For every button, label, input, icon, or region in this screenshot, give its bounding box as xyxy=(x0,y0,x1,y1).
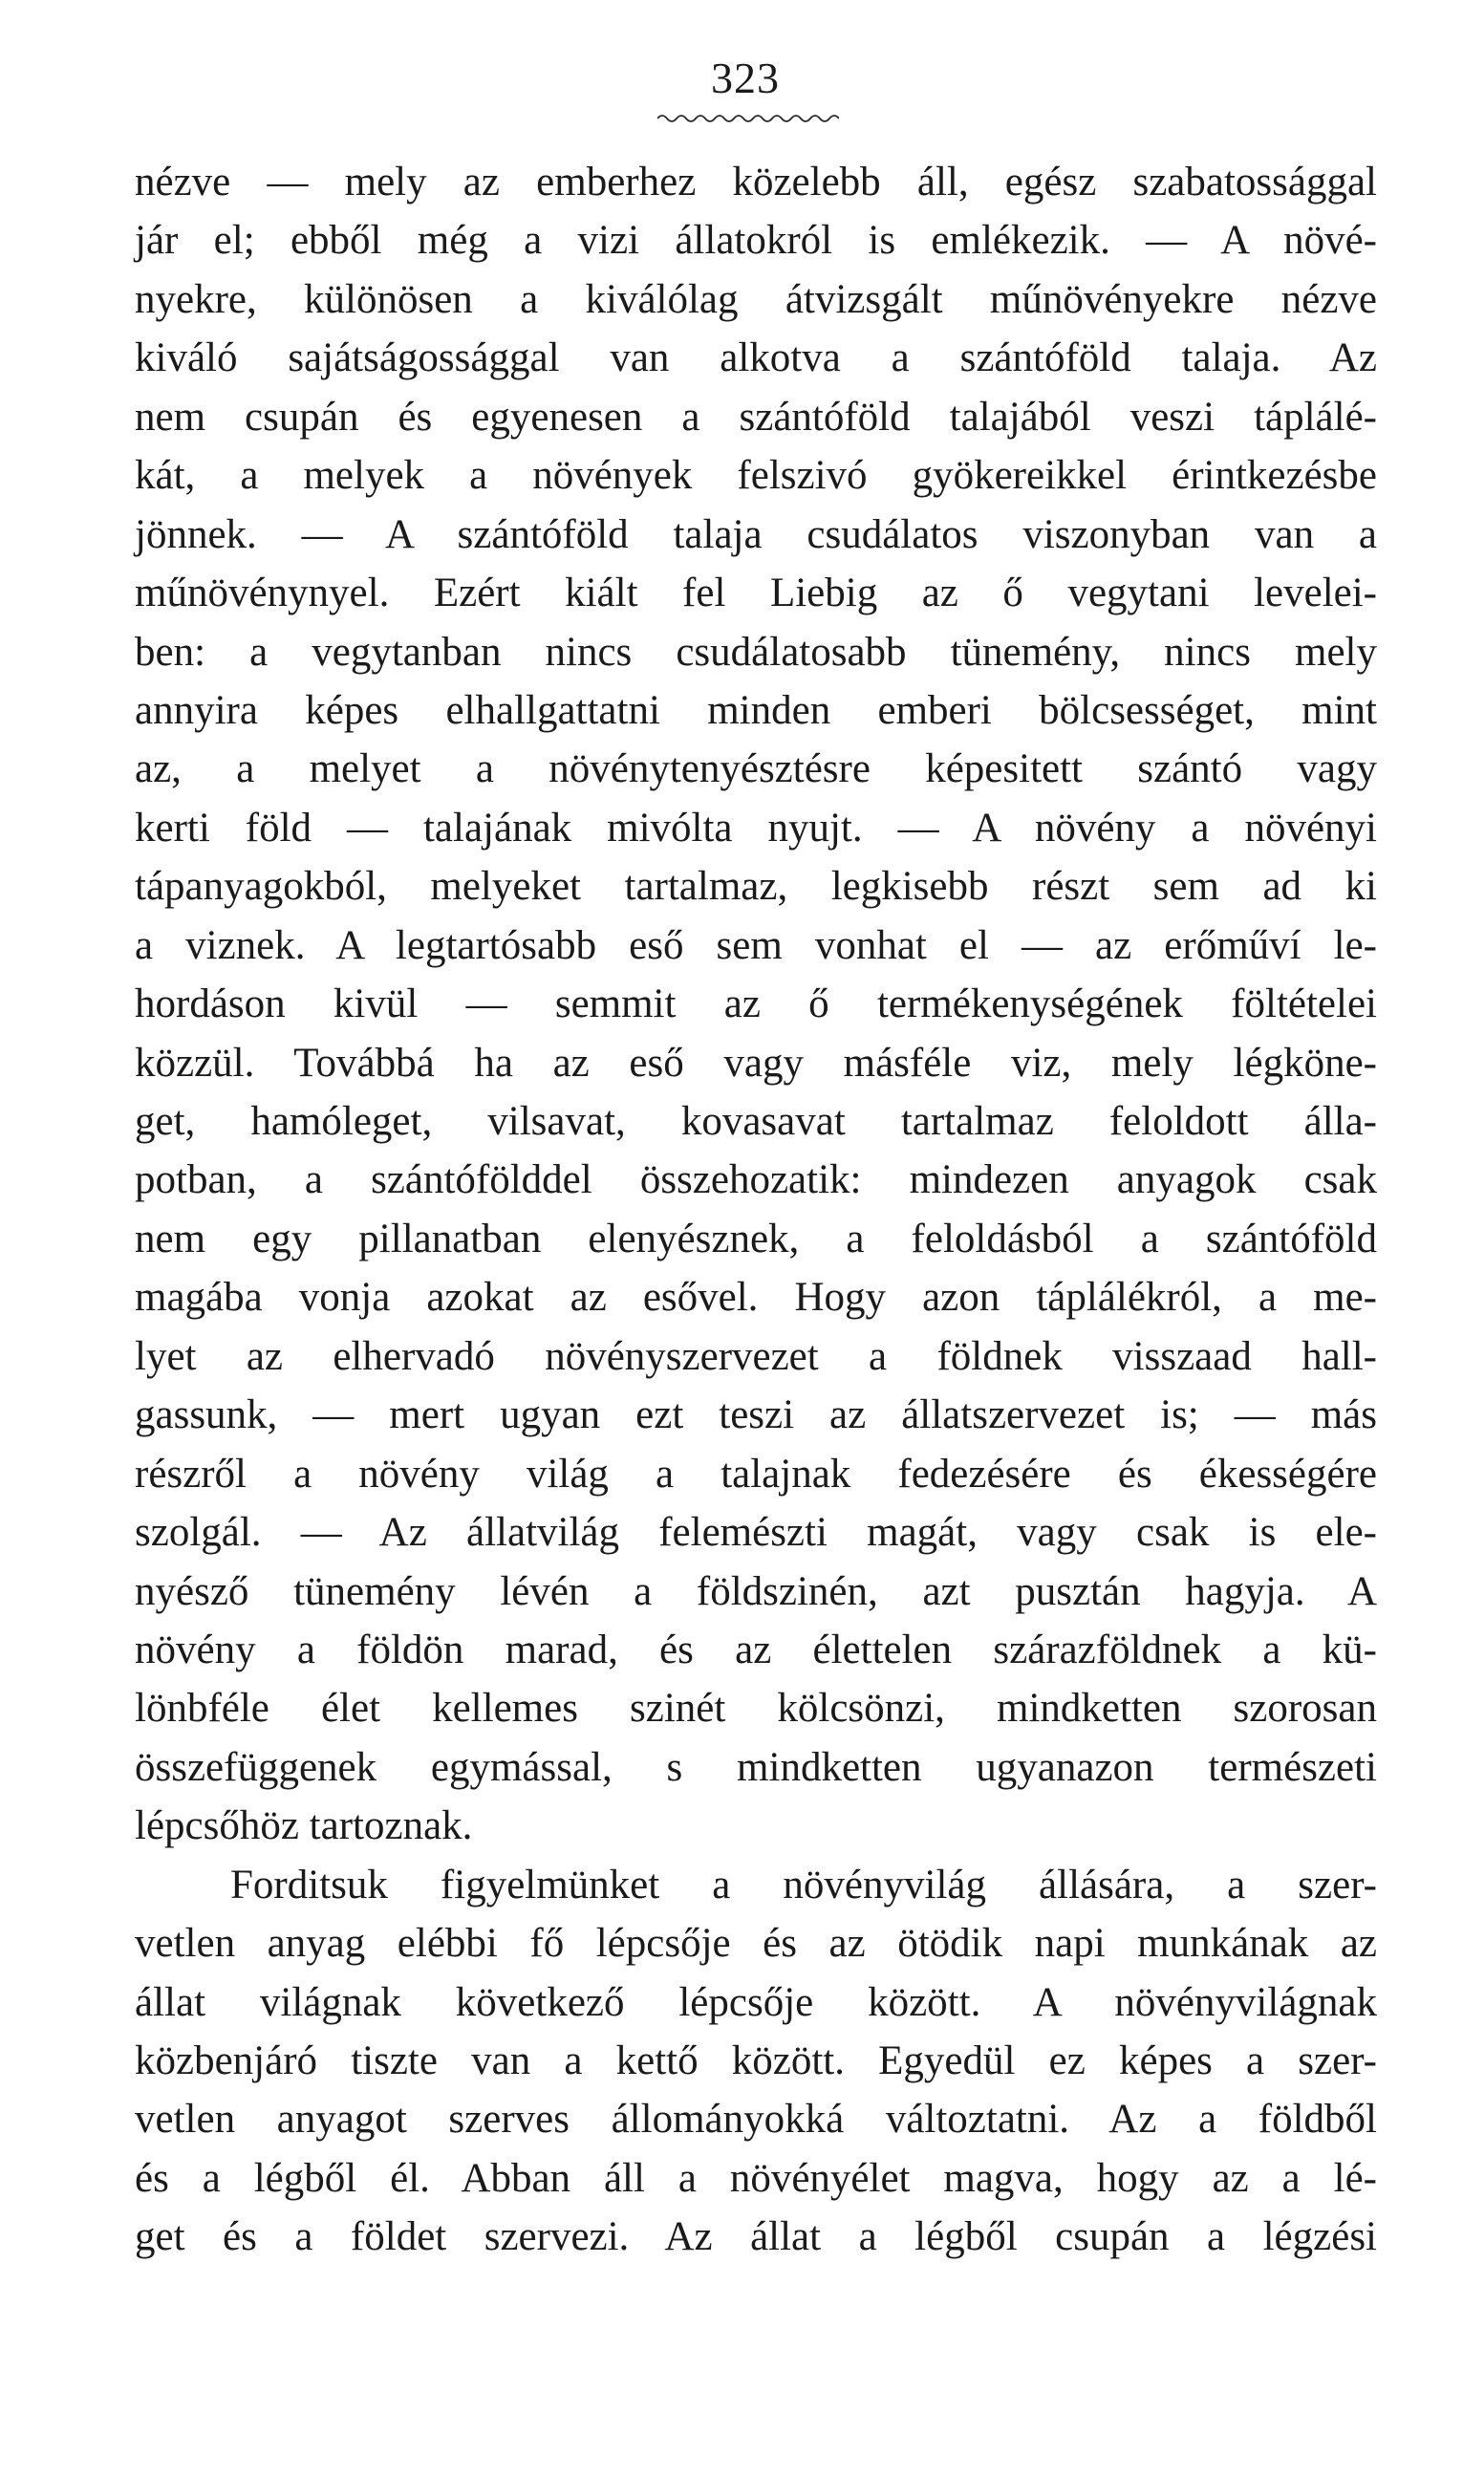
text-line: szolgál. — Az állatvilág felemészti magát, vagy csak is ele- xyxy=(135,1510,1377,1556)
text-line: nem egy pillanatban elenyésznek, a feloldásból a szántóföld xyxy=(135,1216,1377,1261)
text-line: és a légből él. Abban áll a növényélet magva, hogy az a lé- xyxy=(135,2155,1377,2201)
wavy-ornament-icon xyxy=(657,111,839,126)
text-line: magába vonja azokat az esővel. Hogy azon táplálékról, a me- xyxy=(135,1275,1377,1321)
text-line: vetlen anyag elébbi fő lépcsője és az ötödik napi munkának az xyxy=(135,1921,1377,1967)
text-line: kát, a melyek a növények felszivó gyökereikkel érintkezésbe xyxy=(135,453,1377,499)
text-line: jár el; ebből még a vizi állatokról is emlékezik. — A növé- xyxy=(135,218,1377,264)
text-line: az, a melyet a növénytenyésztésre képesitett szántó vagy xyxy=(135,746,1377,792)
text-line: állat világnak következő lépcsője között. A növényvilágnak xyxy=(135,1979,1377,2025)
text-line: lönbféle élet kellemes szinét kölcsönzi, mindketten szorosan xyxy=(135,1686,1377,1732)
text-line: gassunk, — mert ugyan ezt teszi az állatszervezet is; — más xyxy=(135,1392,1377,1438)
text-line: közzül. Továbbá ha az eső vagy másféle viz, mely légköne- xyxy=(135,1040,1377,1086)
page-number: 323 xyxy=(711,54,780,102)
text-line: közbenjáró tiszte van a kettő között. Egyedül ez képes a szer- xyxy=(135,2038,1377,2083)
text-line: nézve — mely az emberhez közelebb áll, egész szabatossággal xyxy=(135,160,1377,205)
text-line: vetlen anyagot szerves állományokká változtatni. Az a földből xyxy=(135,2097,1377,2143)
text-line: nyésző tünemény lévén a földszinén, azt pusztán hagyja. A xyxy=(135,1568,1377,1614)
text-line: get, hamóleget, vilsavat, kovasavat tartalmaz feloldott álla- xyxy=(135,1099,1377,1144)
text-line: jönnek. — A szántóföld talaja csudálatos viszonyban van a xyxy=(135,511,1377,557)
text-line: növény a földön marad, és az élettelen szárazföldnek a kü- xyxy=(135,1627,1377,1672)
text-line: annyira képes elhallgattatni minden emberi bölcsességet, mint xyxy=(135,687,1377,733)
text-line: nem csupán és egyenesen a szántóföld talajából veszi táplálé- xyxy=(135,394,1377,440)
text-line: get és a földet szervezi. Az állat a légből csupán a légzési xyxy=(135,2214,1377,2260)
text-line: hordáson kivül — semmit az ő termékenységének föltételei xyxy=(135,981,1377,1027)
text-line: tápanyagokból, melyeket tartalmaz, legkisebb részt sem ad ki xyxy=(135,864,1377,910)
body-text xyxy=(135,153,1377,2267)
text-line: a viznek. A legtartósabb eső sem vonhat el — az erőműví le- xyxy=(135,922,1377,968)
text-line: műnövénynyel. Ezért kiált fel Liebig az ő vegytani levelei- xyxy=(135,571,1377,616)
paragraph-start-line: Forditsuk figyelmünket a növényvilág állására, a szer- xyxy=(230,1862,1377,1908)
text-line: nyekre, különösen a kiválólag átvizsgált műnövényekre nézve xyxy=(135,276,1377,322)
text-line: potban, a szántófölddel összehozatik: mindezen anyagok csak xyxy=(135,1157,1377,1203)
text-line: lyet az elhervadó növényszervezet a földnek visszaad hall- xyxy=(135,1333,1377,1379)
text-line: kerti föld — talajának mivólta nyujt. — A növény a növényi xyxy=(135,805,1377,851)
text-line: lépcsőhöz tartoznak. xyxy=(135,1803,473,1849)
text-line: kiváló sajátságossággal van alkotva a szántóföld talaja. Az xyxy=(135,335,1377,381)
text-line: összefüggenek egymással, s mindketten ugyanazon természeti xyxy=(135,1744,1377,1790)
text-line: részről a növény világ a talajnak fedezésére és ékességére xyxy=(135,1451,1377,1497)
text-line: ben: a vegytanban nincs csudálatosabb tünemény, nincs mely xyxy=(135,629,1377,675)
